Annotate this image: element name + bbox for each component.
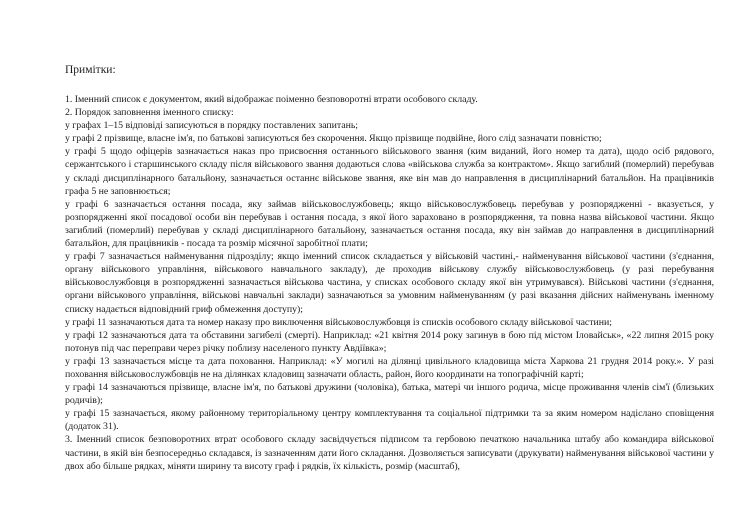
note-line-5: у графі 5 щодо офіцерів зазначається наказ про присвоєння останнього військового звання (ким виданий, його номер та дата), щодо осіб рядового, сержантського і старшинського складу після військового звання додаються слова «військова служба за контрактом». Якщо загиблий (померлий) перебував у складі дисциплінарного батальйону, зазначається останнє військове звання, яке він мав до направлення в дисциплінарний батальйон. На працівників графа 5 не заповнюється; bbox=[65, 146, 714, 197]
note-line-12: у графі 15 зазначається, якому районному територіальному центру комплектування та соціальної підтримки та за яким номером надісланo сповіщення (додаток 31). bbox=[65, 408, 714, 433]
note-line-10: у графі 13 зазначається місце та дата поховання. Наприклад: «У могилі на ділянці цивільного кладовища міста Харкова 21 грудня 2014 року.». У разі поховання військовослужбовців не на ділянках кладовищ зазначати область, район, його координати на топографічній карті; bbox=[65, 355, 714, 380]
notes-body bbox=[65, 93, 714, 473]
note-line-3: у графах 1–15 відповіді записуються в порядку поставлених запитань; bbox=[65, 120, 358, 132]
note-line-13: 3. Іменний список безповоротних втрат особового складу засвідчується підписом та гербовою печаткою начальника штабу або командира військової частини, в якій він безпосередньо складався, із зазначенням дати його складання. Дозволяється записувати (друкувати) найменування військової частини у двох або більше рядках, міняти ширину та висоту граф і рядків, їх кількість, розмір (масштаб), bbox=[65, 434, 714, 472]
note-line-8: у графі 11 зазначаються дата та номер наказу про виключення військовослужбовця із списків особового складу військової частини; bbox=[65, 316, 612, 328]
note-line-7: у графі 7 зазначається найменування підрозділу; якщо іменний список складається у військовій частині,- найменування військової частини (з'єднання, органу військового управління, військового навчального закладу), де проходив військову службу військовослужбовець (у разі перебування військовослужбовця в розпорядженні зазначається військова частина, у списках особового складу якої він утримувався). Військові частини (з'єднання, органи військового управління, військові навчальні заклади) зазначаються за умовним найменуванням (у разі вказання дійсних найменувань іменному списку надається відповідний гриф обмеження доступу); bbox=[65, 251, 714, 315]
note-line-4: у графі 2 прізвище, власне ім'я, по батькові записуються без скорочення. Якщо прізвище подвійне, його слід зазначати повністю; bbox=[65, 133, 602, 145]
note-line-9: у графі 12 зазначаються дата та обставини загибелі (смерті). Наприклад: «21 квітня 2014 року загинув в бою під містом Іловайськ», «22 липня 2015 року потонув під час переправи через річку поблизу населеного пункту Авдіївка»; bbox=[65, 329, 714, 354]
note-line-11: у графі 14 зазначаються прізвище, власне ім'я, по батькові дружини (чоловіка), батька, матері чи іншого родича, місце проживання членів сім'ї (близьких родичів); bbox=[65, 382, 714, 407]
notes-heading: Примітки: bbox=[65, 64, 116, 76]
note-line-1: 1. Іменний список є документом, який відображає поіменно безповоротні втрати особового складу. bbox=[65, 94, 478, 105]
note-line-6: у графі 6 зазначається остання посада, яку займав військовослужбовець; якщо військовослужбовець перебував у розпорядженні - вказується, у розпорядженні якої посадової особи він перебував і остання посада, з якої його зараховано в розпорядження, та повна назва військової частини. Якщо загиблий (померлий) перебував у складі дисциплінарного батальйону, зазначається остання посада, яку він займав до направлення в дисциплінарний батальйон, для працівників - посада та розмір місячної заробітної плати; bbox=[65, 198, 714, 250]
note-line-2: 2. Порядок заповнення іменного списку: bbox=[65, 107, 234, 119]
